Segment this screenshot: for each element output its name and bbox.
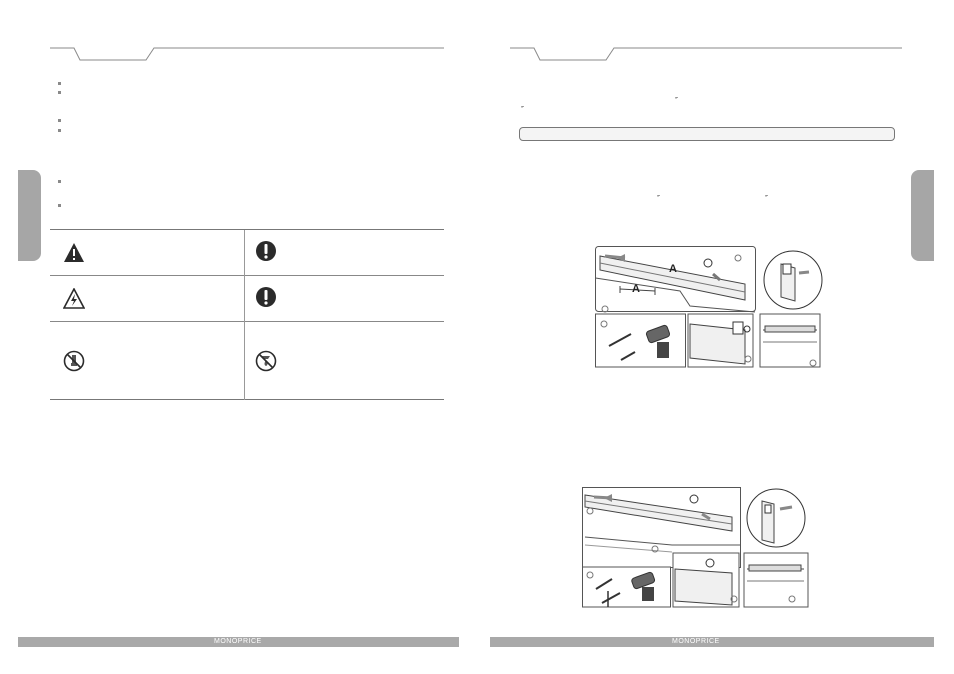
note-box (519, 127, 895, 141)
left-side-tab (18, 170, 41, 261)
installation-diagram-bottom (582, 487, 810, 609)
no-disassembly-icon (63, 350, 85, 372)
warning-table (50, 229, 444, 400)
warning-row (50, 276, 444, 322)
table-divider (244, 230, 245, 400)
dimension-label-a-lower: A (632, 283, 640, 295)
installation-diagram-top (595, 246, 823, 369)
dimension-label-a: A (669, 263, 677, 275)
exclamation-icon (255, 286, 277, 308)
bullet (58, 119, 61, 122)
right-brand-logo: MONOPRICE (672, 638, 720, 645)
right-side-tab (911, 170, 934, 261)
left-header-tab (50, 44, 444, 64)
right-header-tab (510, 44, 902, 64)
bullet (58, 180, 61, 183)
inch-mark: ″ (675, 96, 678, 105)
inch-mark: ″ (657, 194, 660, 203)
exclamation-icon (255, 240, 277, 262)
bullet (58, 129, 61, 132)
left-brand-logo: MONOPRICE (214, 638, 262, 645)
no-water-icon (255, 350, 277, 372)
bullet (58, 204, 61, 207)
electric-shock-icon (63, 288, 85, 310)
bullet (58, 82, 61, 85)
inch-mark: ″ (521, 105, 524, 114)
bullet (58, 91, 61, 94)
inch-mark: ″ (765, 194, 768, 203)
warning-row (50, 230, 444, 276)
warning-triangle-icon (63, 242, 85, 264)
